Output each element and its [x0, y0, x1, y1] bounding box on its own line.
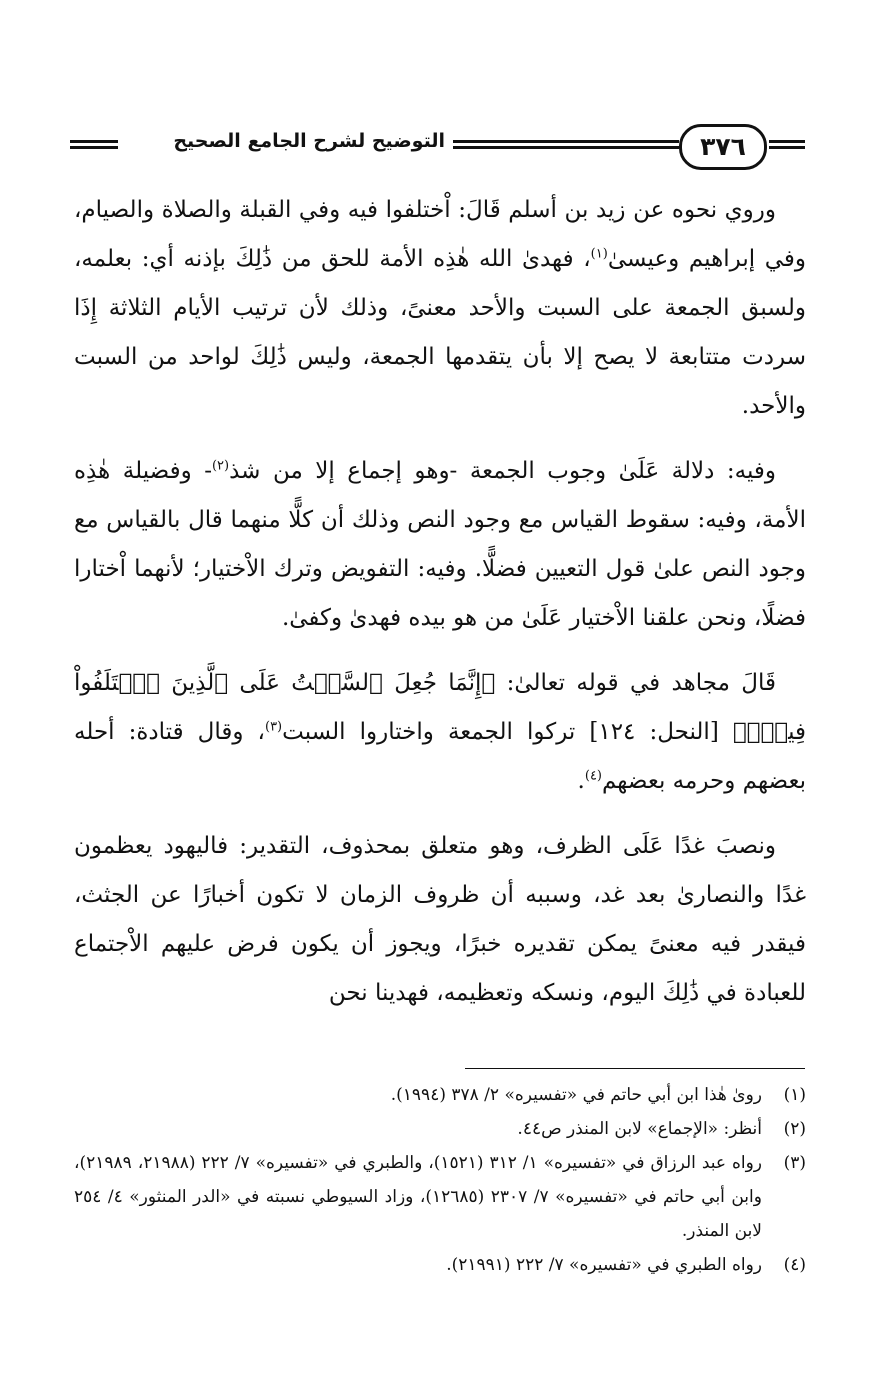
footnote-text: أنظر: «الإجماع» لابن المنذر ص٤٤.	[517, 1119, 762, 1139]
paragraph: قَالَ مجاهد في قوله تعالىٰ: ﴿إِنَّمَا جُعِلَ ٱلسَّبۡتُ عَلَى ٱلَّذِينَ ٱخۡتَلَفُواْ فِيهِۚ﴾ [النحل: ١٢٤] تركوا الجمعة واختاروا السبت$^{(٣)}$، وقال قتادة: أحله بعضهم وحرمه بعضهم$^{(٤)}$.	[74, 670, 807, 794]
footnote-ref[interactable]: (٢)	[211, 458, 230, 474]
footnote-number: (٣)	[783, 1153, 806, 1173]
header-rule-middle	[453, 140, 679, 149]
footnote	[74, 1146, 806, 1248]
header-rule-right	[769, 140, 805, 149]
footnote-number: (٢)	[783, 1119, 806, 1139]
paragraph: وروي نحوه عن زيد بن أسلم قَالَ: اْختلفوا فيه وفي القبلة والصلاة والصيام، وفي إبراهيم وعيسىٰ$^{(١)}$، فهدىٰ الله هٰذِه الأمة للحق من ذَٰلِكَ بإذنه أي: بعلمه، ولسبق الجمعة على السبت والأحد معنىً، وذلك لأن ترتيب الأيام الثلاثة إِذَا سردت متتابعة لا يصح إلا بأن يتقدمها الجمعة، وليس ذَٰلِكَ لواحد من السبت والأحد.	[74, 197, 806, 419]
footnote-number: (١)	[783, 1085, 806, 1105]
footnote-text: رواه عبد الرزاق في «تفسيره» ١/ ٣١٢ (١٥٢١)، والطبري في «تفسيره» ٧/ ٢٢٢ (٢١٩٨٨، ٢١٩٨٩)، وابن أبي حاتم في «تفسيره» ٧/ ٢٣٠٧ (١٢٦٨٥)، وزاد السيوطي نسبته في «الدر المنثور» ٤/ ٢٥٤ لابن المنذر.	[74, 1153, 762, 1241]
page-header	[70, 118, 805, 174]
footnote-ref[interactable]: (١)	[590, 246, 608, 262]
footnote-ref[interactable]: (٤)	[584, 768, 602, 784]
footnote-text: روىٰ هٰذا ابن أبي حاتم في «تفسيره» ٢/ ٣٧٨ (١٩٩٤).	[390, 1085, 762, 1105]
running-title: التوضيح لشرح الجامع الصحيح	[173, 130, 445, 152]
footnote	[74, 1078, 806, 1112]
footnote-separator	[465, 1068, 805, 1069]
main-text	[74, 186, 806, 1034]
footnote-text: رواه الطبري في «تفسيره» ٧/ ٢٢٢ (٢١٩٩١).	[446, 1255, 762, 1275]
footnote	[74, 1248, 806, 1282]
footnote-number: (٤)	[783, 1255, 806, 1275]
footnotes	[74, 1078, 806, 1282]
page-number: ٣٧٦	[679, 124, 767, 170]
paragraph: ونصبَ غدًا عَلَى الظرف، وهو متعلق بمحذوف، التقدير: فاليهود يعظمون غدًا والنصارىٰ بعد غد، وسببه أن ظروف الزمان لا تكون أخبارًا عن الجثث، فيقدر فيه معنىً يمكن تقديره خبرًا، ويجوز أن يكون فرض عليهم الاْجتماع للعبادة في ذَٰلِكَ اليوم، ونسكه وتعظيمه، فهدينا نحن	[74, 833, 806, 1006]
footnote-ref[interactable]: (٣)	[264, 719, 283, 735]
header-rule-left	[70, 140, 118, 149]
paragraph: وفيه: دلالة عَلَىٰ وجوب الجمعة -وهو إجماع إلا من شذ$^{(٢)}$- وفضيلة هٰذِه الأمة، وفيه: سقوط القياس مع وجود النص وذلك أن كلًّا منهما قال بالقياس مع وجود النص علىٰ قول التعيين فضلًّا. وفيه: التفويض وترك الاْختيار؛ لأنهما اْختارا فضلًا، ونحن علقنا الاْختيار عَلَىٰ من هو بيده فهدىٰ وكفىٰ.	[74, 458, 806, 631]
footnote	[74, 1112, 806, 1146]
